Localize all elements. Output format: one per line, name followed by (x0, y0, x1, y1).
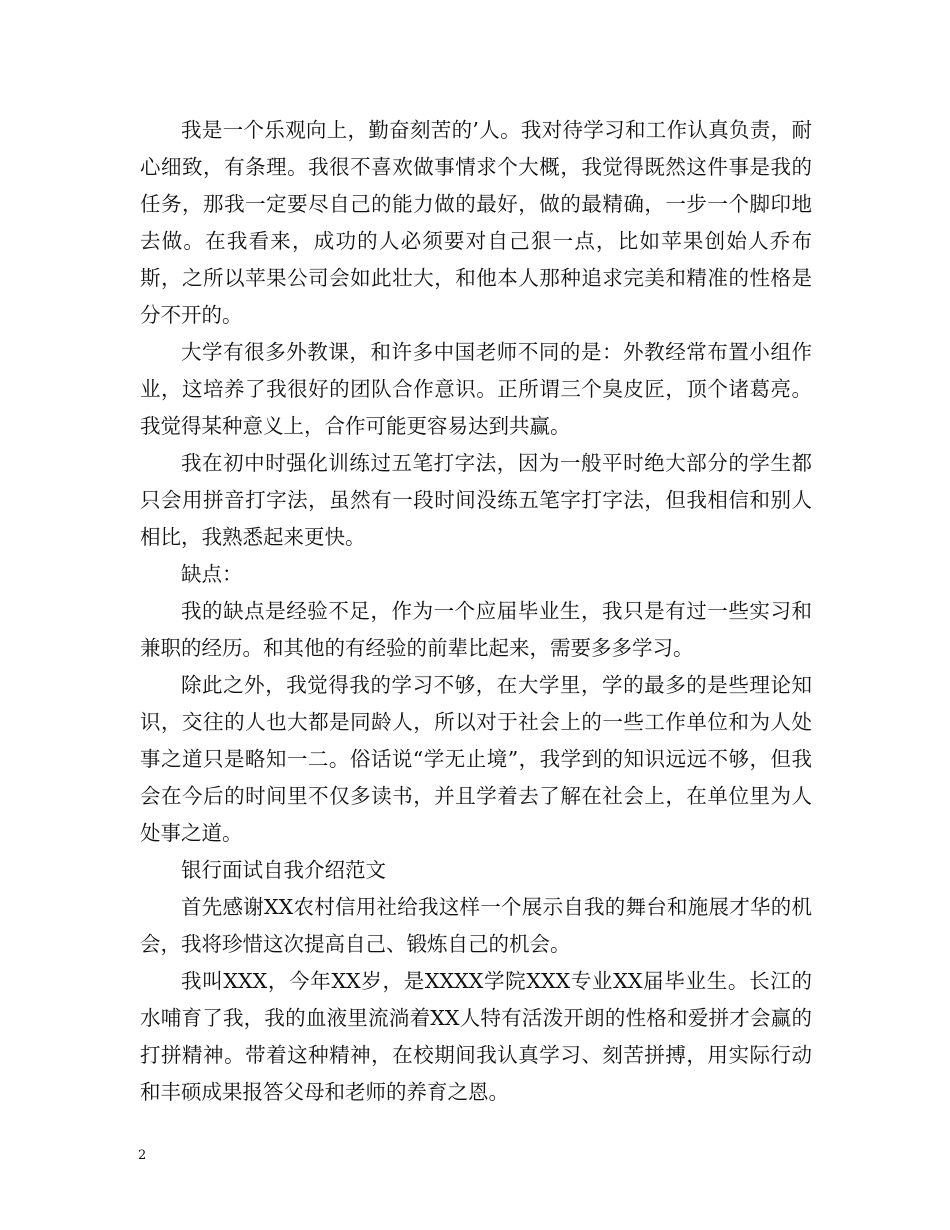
document-body (140, 112, 812, 1111)
page-number: 2 (138, 1148, 147, 1163)
paragraph-thanks: 首先感谢XX农村信用社给我这样一个展示自我的舞台和施展才华的机会，我将珍惜这次提高自己、锻炼自己的机会。 (140, 895, 812, 956)
paragraph-weakness-experience: 我的缺点是经验不足，作为一个应届毕业生，我只是有过一些实习和兼职的经历。和其他的有经验的前辈比起来，需要多多学习。 (140, 599, 812, 660)
paragraph-weakness-learning: 除此之外，我觉得我的学习不够，在大学里，学的最多的是些理论知识，交往的人也大都是同龄人，所以对于社会上的一些工作单位和为人处事之道只是略知一二。俗话说“学无止境”，我学到的知识远远不够，但我会在今后的时间里不仅多读书，并且学着去了解在社会上，在单位里为人处事之道。 (140, 673, 812, 845)
paragraph-strengths-attitude: 我是一个乐观向上，勤奋刻苦的’人。我对待学习和工作认真负责，耐心细致，有条理。我很不喜欢做事情求个大概，我觉得既然这件事是我的任务，那我一定要尽自己的能力做的最好，做的最精确，一步一个脚印地去做。在我看来，成功的人必须要对自己狠一点，比如苹果创始人乔布斯，之所以苹果公司会如此壮大，和他本人那种追求完美和精准的性格是分不开的。 (140, 118, 812, 327)
paragraph-weakness-heading: 缺点： (181, 562, 243, 586)
paragraph-teamwork: 大学有很多外教课，和许多中国老师不同的是：外教经常布置小组作业，这培养了我很好的团队合作意识。正所谓三个臭皮匠，顶个诸葛亮。我觉得某种意义上，合作可能更容易达到共赢。 (140, 340, 812, 438)
paragraph-typing-skill: 我在初中时强化训练过五笔打字法，因为一般平时绝大部分的学生都只会用拼音打字法，虽然有一段时间没练五笔字打字法，但我相信和别人相比，我熟悉起来更快。 (140, 451, 812, 549)
paragraph-section-title: 银行面试自我介绍范文 (181, 858, 386, 882)
paragraph-self-introduction: 我叫XXX，今年XX岁，是XXXX学院XXX专业XX届毕业生。长江的水哺育了我，我的血液里流淌着XX人特有活泼开朗的性格和爱拼才会赢的打拼精神。带着这种精神，在校期间我认真学习、刻苦拼搏，用实际行动和丰硕成果报答父母和老师的养育之恩。 (140, 969, 812, 1104)
